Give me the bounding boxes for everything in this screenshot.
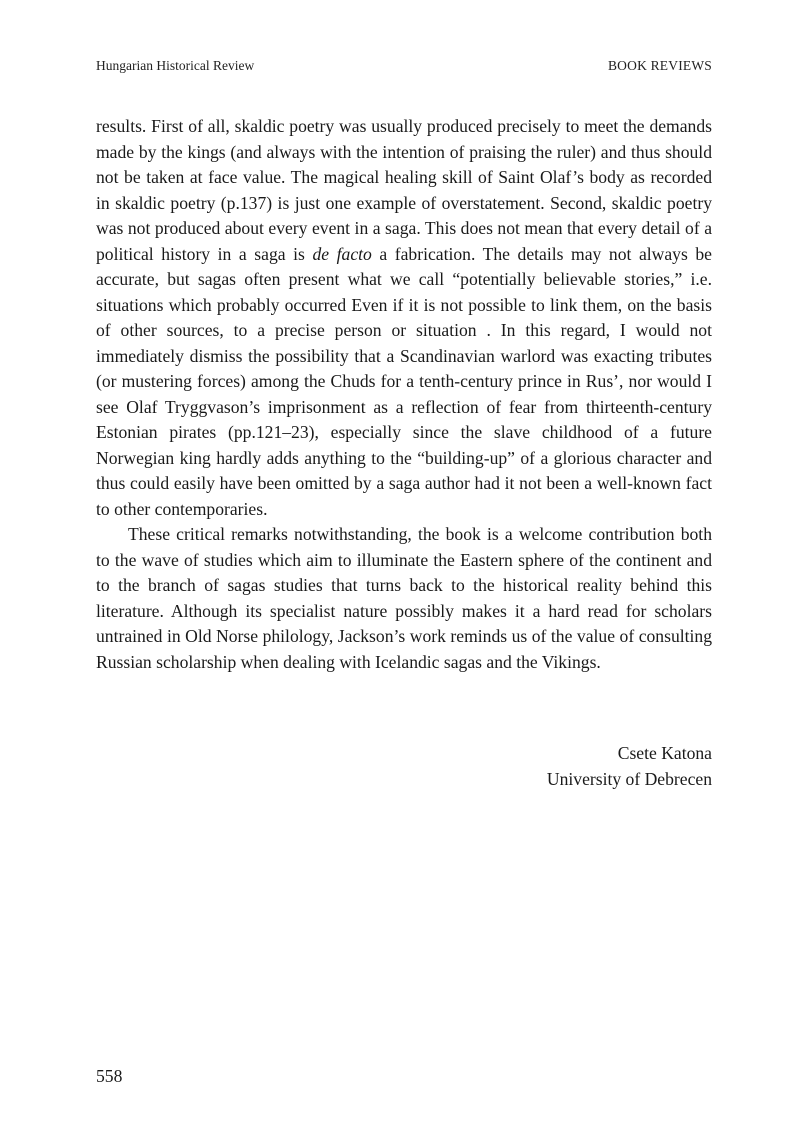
running-header bbox=[96, 58, 712, 78]
review-body bbox=[96, 114, 712, 675]
paragraph-1-text-b: a fabrication. The details may not always be accurate, but sagas often present what we call “potentially believable stories,” i.e. situations which probably occurred Even if it is not possible to link them, on the basis of other sources, to a precise person or situation . In this regard, I would not immediately dismiss the possibility that a Scandinavian warlord was exacting tributes (or mustering forces) among the Chuds for a tenth-century prince in Rus’, nor would I see Olaf Tryggvason’s imprisonment as a reflection of fear from thirteenth-century Estonian pirates (pp.121–23), especially since the slave childhood of a future Norwegian king hardly adds anything to the “building-up” of a glorious character and thus could easily have been omitted by a saga author had it not been a well-known fact to other contemporaries. bbox=[96, 243, 712, 519]
author-name: Csete Katona bbox=[617, 743, 712, 763]
page-number: 558 bbox=[96, 1066, 123, 1086]
paragraph-1-text-a: results. First of all, skaldic poetry was usually produced precisely to meet the demands made by the kings (and always with the intention of praising the ruler) and thus should not be taken at face value. The magical healing skill of Saint Olaf’s body as recorded in skaldic poetry (p.137) is just one example of overstatement. Second, skaldic poetry was not produced about every event in a saga. This does not mean that every detail of a political history in a saga is bbox=[96, 116, 712, 264]
paragraph-2: These critical remarks notwithstanding, the book is a welcome contribution both to the wave of studies which aim to illuminate the Eastern sphere of the continent and to the branch of sagas studies that turns back to the historical reality behind this literature. Although its specialist nature possibly makes it a hard read for scholars untrained in Old Norse philology, Jackson’s work reminds us of the value of consulting Russian scholarship when dealing with Icelandic sagas and the Vikings. bbox=[96, 524, 712, 672]
journal-title: Hungarian Historical Review bbox=[96, 58, 255, 73]
italic-term: de facto bbox=[312, 243, 372, 264]
section-title: BOOK REVIEWS bbox=[607, 58, 712, 73]
author-affiliation: University of Debrecen bbox=[546, 768, 712, 789]
signature-block bbox=[547, 741, 712, 792]
paragraph-1 bbox=[96, 114, 712, 522]
